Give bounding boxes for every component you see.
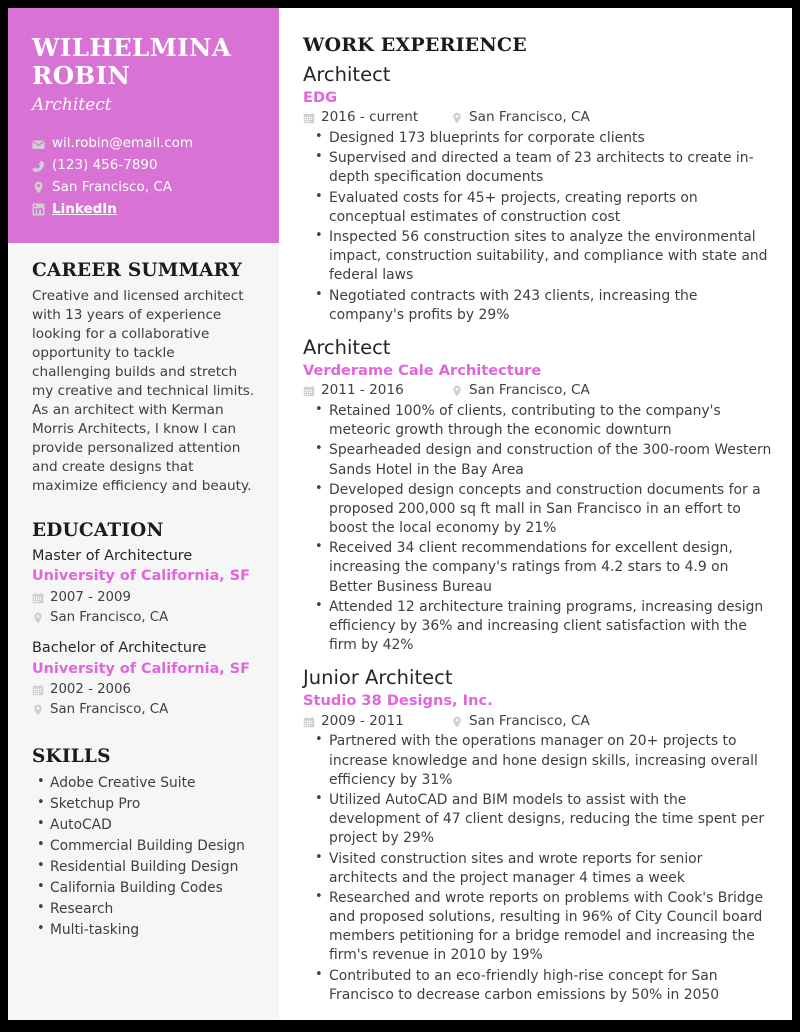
education-degree: Bachelor of Architecture [32,640,207,657]
job-company: EDG [303,88,338,106]
education-dates: 2002 - 2006 [50,682,131,698]
job-meta [303,381,774,401]
list-item: • Visited construction sites and wrote reports for senior architects and the project manager 4 times a week [329,850,774,888]
job-dates-group [303,381,451,401]
work-experience-heading: WORK EXPERIENCE [303,34,527,56]
job-dates: 2011 - 2016 [321,382,404,399]
calendar-icon [32,684,44,696]
list-item: • Retained 100% of clients, contributing to the company's meteoric growth through the economic downturn [329,402,774,440]
list-item: • Multi-tasking [50,920,257,941]
education-entry [32,547,257,627]
list-item: • Supervised and directed a team of 23 architects to create in-depth specification documents [329,149,774,187]
location-pin-icon [451,716,463,728]
job-location-group [451,381,590,401]
contact-list [32,133,255,220]
location-pin-icon [451,112,463,124]
list-item: • Researched and wrote reports on problems with Cook's Bridge and proposed solutions, resulting in 96% of City Council board members petitioning for a bridge remodel and increasing the firm's revenue in 2010 by 19% [329,889,774,966]
education-school: University of California, SF [32,568,250,585]
job-dates: 2009 - 2011 [321,712,404,729]
list-item: • Commercial Building Design [50,836,257,857]
job-entry [303,666,774,1005]
contact-email-text: wil.robin@email.com [52,135,194,152]
contact-location-text: San Francisco, CA [52,178,172,195]
list-item: • Inspected 56 construction sites to analyze the environmental impact, construction suitability, and compliance with state and federal laws [329,228,774,286]
job-bullets [303,129,774,325]
career-summary-text: Creative and licensed architect with 13 years of experience looking for a collaborative opportunity to tackle challenging builds and stretch my creative and technical limits. As an architect with Kerman Morris Architects, I know I can provide personalized attention and create designs that maximize efficiency and beauty. [32,287,255,494]
list-item: • AutoCAD [50,815,257,836]
contact-email[interactable] [32,133,255,155]
calendar-icon [303,112,315,124]
education-entry [32,639,257,719]
job-role: Junior Architect [303,666,453,690]
list-item: • Residential Building Design [50,857,257,878]
sidebar-body [8,243,279,1020]
education-degree: Master of Architecture [32,548,193,565]
list-item: • Spearheaded design and construction of the 300-room Western Sands Hotel in the Bay Area [329,441,774,479]
candidate-name: WILHELMINA ROBIN [32,33,232,90]
job-company: Verderame Cale Architecture [303,361,542,379]
job-dates-group [303,712,451,732]
education-dates-row [32,588,257,608]
resume-page [8,8,792,1020]
job-location-group [451,108,590,128]
education-location-row [32,700,257,720]
list-item: • Evaluated costs for 45+ projects, creating reports on conceptual estimates of construction cost [329,189,774,227]
calendar-icon [32,592,44,604]
job-location: San Francisco, CA [469,109,590,126]
contact-phone[interactable] [32,155,255,177]
education-dates: 2007 - 2009 [50,589,131,605]
career-summary-heading: CAREER SUMMARY [32,259,243,281]
list-item: • Designed 173 blueprints for corporate clients [329,129,774,148]
job-location-group [451,712,590,732]
job-meta [303,712,774,732]
phone-icon [32,160,45,173]
candidate-title: Architect [32,94,112,115]
linkedin-icon [32,203,45,216]
list-item: • Adobe Creative Suite [50,773,257,794]
location-pin-icon [32,181,45,194]
list-item: • Partnered with the operations manager on 20+ projects to increase knowledge and hone design skills, increasing overall efficiency by 31% [329,732,774,790]
skills-heading: SKILLS [32,745,111,767]
education-dates-row [32,680,257,700]
job-meta [303,108,774,128]
job-location: San Francisco, CA [469,382,590,399]
list-item: • Sketchup Pro [50,794,257,815]
envelope-icon [32,138,45,151]
job-role: Architect [303,335,391,359]
skills-list [32,773,257,941]
job-dates: 2016 - current [321,109,419,126]
job-bullets [303,732,774,1005]
job-location: San Francisco, CA [469,712,590,729]
list-item: • Contributed to an eco-friendly high-rise concept for San Francisco to decrease carbon emissions by 50% in 2050 [329,967,774,1005]
education-school: University of California, SF [32,660,250,677]
list-item: • Attended 12 architecture training programs, increasing design efficiency by 36% and increasing client satisfaction with the firm by 42% [329,598,774,656]
list-item: • Utilized AutoCAD and BIM models to assist with the development of 47 client designs, reducing the time spent per project by 29% [329,791,774,849]
contact-linkedin[interactable] [32,199,255,221]
calendar-icon [303,385,315,397]
job-entry [303,336,774,655]
contact-phone-text: (123) 456-7890 [52,157,158,174]
sidebar-header [8,8,279,243]
location-pin-icon [451,385,463,397]
job-entry [303,63,774,325]
education-location: San Francisco, CA [50,702,169,718]
calendar-icon [303,716,315,728]
sidebar [8,8,279,1020]
list-item: • California Building Codes [50,878,257,899]
list-item: • Developed design concepts and construction documents for a proposed 200,000 sq ft mall in San Francisco in an effort to boost the local economy by 21% [329,481,774,539]
job-bullets [303,402,774,655]
list-item: • Received 34 client recommendations for excellent design, increasing the company's ratings from 4.2 stars to 4.9 on Better Business Bureau [329,539,774,597]
job-dates-group [303,108,451,128]
location-pin-icon [32,704,44,716]
education-heading: EDUCATION [32,520,164,542]
job-role: Architect [303,63,391,86]
location-pin-icon [32,612,44,624]
list-item: • Negotiated contracts with 243 clients, increasing the company's profits by 29% [329,287,774,325]
list-item: • Research [50,899,257,920]
main-content [279,8,792,1020]
job-company: Studio 38 Designs, Inc. [303,692,493,710]
education-location-row [32,608,257,628]
contact-location [32,177,255,199]
contact-linkedin-link[interactable]: LinkedIn [52,200,117,217]
education-location: San Francisco, CA [50,609,169,625]
